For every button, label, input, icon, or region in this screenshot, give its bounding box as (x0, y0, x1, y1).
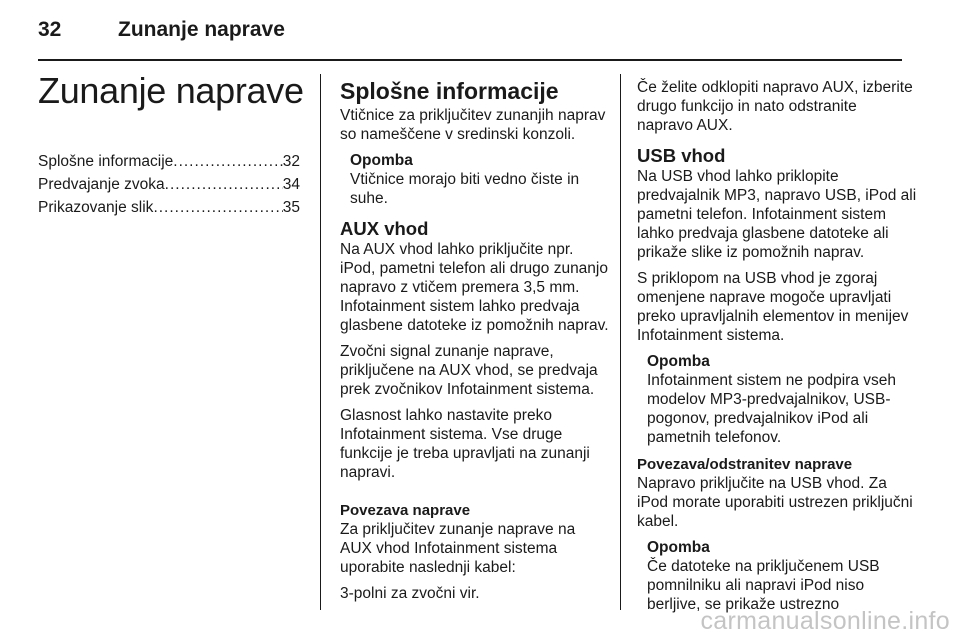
paragraph: Napravo priključite na USB vhod. Za iPod morate uporabiti ustrezen priključni kabel. (637, 475, 913, 530)
paragraph: Za priključitev zunanje naprave na AUX vhod Infotainment sistema uporabite naslednji kabel: (340, 521, 576, 576)
content-column-right (637, 78, 917, 622)
toc-entry-page: 32 (282, 153, 300, 170)
header-rule (38, 59, 902, 61)
toc-leader-dots (173, 150, 282, 173)
note-text: Infotainment sistem ne podpira vseh modelov MP3-predvajalnikov, USB-pogonov, predvajalnikov iPod ali pametnih telefonov. (647, 372, 896, 446)
section-heading-aux: AUX vhod (340, 218, 429, 239)
note-text: Če datoteke na priključenem USB pomnilniku ali napravi iPod niso berljive, se prikaže ustrezno (647, 558, 880, 613)
toc-entry[interactable] (38, 150, 300, 173)
table-of-contents (38, 150, 300, 219)
header-page-number: 32 (38, 18, 62, 41)
paragraph: Glasnost lahko nastavite preko Infotainment sistema. Vse druge funkcije je treba upravljati na zunanji napravi. (340, 407, 590, 481)
toc-entry[interactable] (38, 173, 300, 196)
subheading-connect-disconnect: Povezava/odstranitev naprave (637, 456, 853, 473)
note-box (350, 151, 610, 208)
toc-entry-label: Splošne informacije (38, 153, 174, 170)
paragraph: S priklopom na USB vhod je zgoraj omenjene naprave mogoče upravljati preko upravljalnih elementov in menijev Infotainment sistema. (637, 270, 909, 344)
toc-entry-page: 35 (282, 199, 300, 216)
paragraph: Zvočni signal zunanje naprave, priključene na AUX vhod, se predvaja prek zvočnikov Infotainment sistema. (340, 343, 598, 398)
paragraph: Če želite odklopiti napravo AUX, izberite drugo funkcijo in nato odstranite napravo AUX. (637, 79, 913, 134)
chapter-title: Zunanje naprave (38, 70, 304, 111)
toc-entry-label: Prikazovanje slik (38, 199, 154, 216)
column-divider (320, 74, 321, 610)
paragraph: Na USB vhod lahko priklopite predvajalnik MP3, napravo USB, iPod ali pametni telefon. Infotainment sistem lahko predvaja glasbene datoteke ali prikaže slike iz pomožnih naprav. (637, 168, 917, 261)
note-box (647, 538, 917, 614)
section-heading-general: Splošne informacije (340, 78, 559, 104)
toc-entry-label: Predvajanje zvoka (38, 176, 165, 193)
toc-entry[interactable] (38, 196, 300, 219)
note-title: Opomba (647, 539, 710, 556)
paragraph: 3-polni za zvočni vir. (340, 585, 480, 602)
watermark: carmanualsonline.info (700, 607, 950, 635)
column-divider (620, 74, 621, 610)
header-title: Zunanje naprave (118, 18, 285, 41)
toc-leader-dots (165, 173, 283, 196)
note-box (647, 352, 917, 447)
content-column-middle (340, 78, 610, 610)
note-title: Opomba (647, 353, 710, 370)
note-text: Vtičnice morajo biti vedno čiste in suhe. (350, 171, 580, 207)
section-heading-usb: USB vhod (637, 145, 726, 166)
paragraph: Vtičnice za priključitev zunanjih naprav so nameščene v sredinski konzoli. (340, 107, 606, 143)
paragraph: Na AUX vhod lahko priključite npr. iPod, pametni telefon ali drugo zunanjo napravo z vtičem premera 3,5 mm. Infotainment sistem lahko predvaja glasbene datoteke iz pomožnih naprav. (340, 241, 609, 334)
subheading-connect-device: Povezava naprave (340, 502, 471, 519)
note-title: Opomba (350, 152, 413, 169)
toc-entry-page: 34 (282, 176, 300, 193)
toc-leader-dots (153, 196, 282, 219)
